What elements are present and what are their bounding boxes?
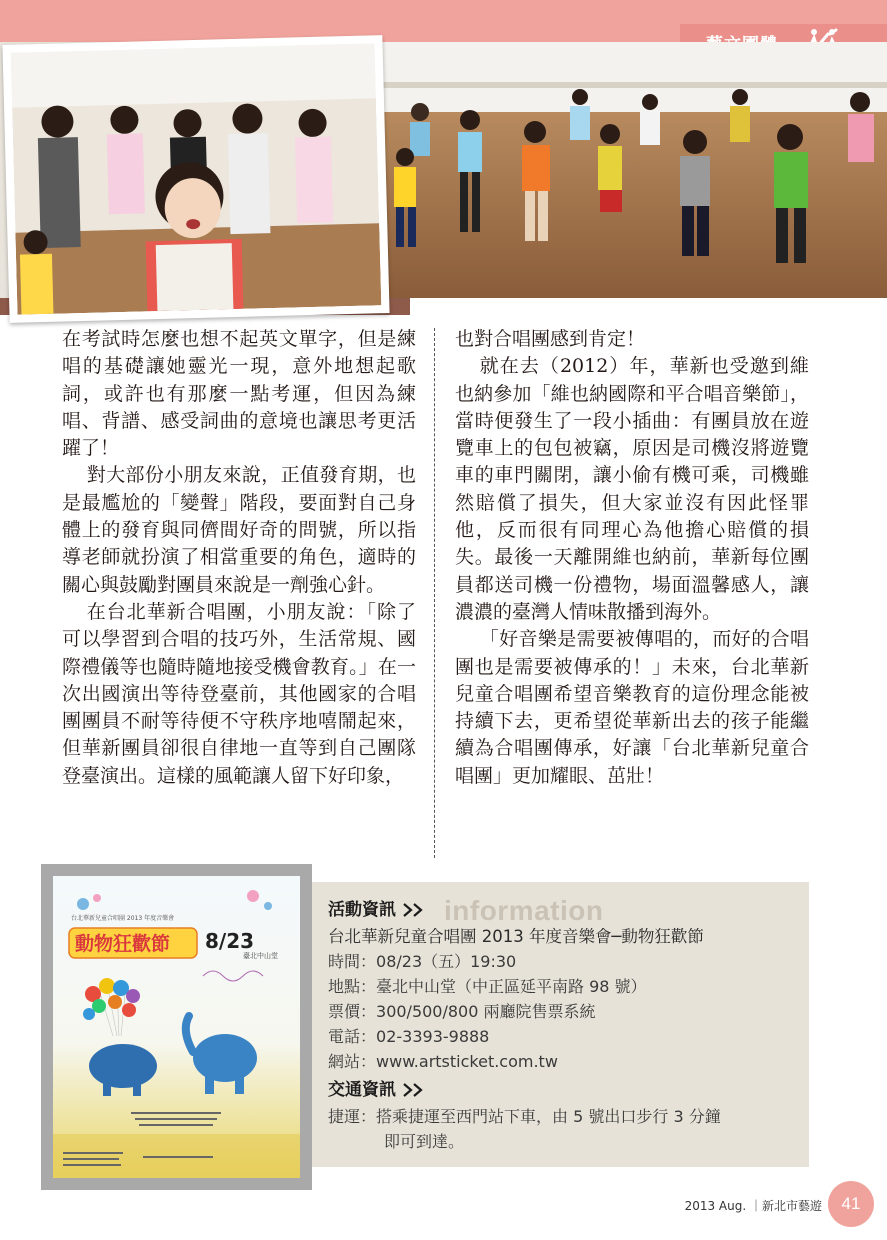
event-title: 台北華新兒童合唱團 2013 年度音樂會─動物狂歡節 (328, 927, 704, 946)
info-row-venue (328, 974, 808, 999)
article-column-2 (455, 326, 809, 790)
info-value-continued: 即可到達。 (384, 1132, 465, 1151)
info-label: 時間： (328, 952, 377, 971)
article-column-1 (62, 326, 416, 790)
info-label: 網站： (328, 1052, 377, 1071)
info-row-time (328, 949, 808, 974)
page-number: 41 (828, 1181, 874, 1227)
footer-text: 2013 Aug. ｜新北市藝遊 (684, 1199, 822, 1213)
info-label: 票價： (328, 1002, 377, 1021)
inset-photo (11, 43, 382, 314)
transport-heading-label: 交通資訊 (328, 1079, 396, 1100)
info-row-price (328, 999, 808, 1024)
poster-small-title: 台北華新兒童合唱團 2013 年度音樂會 (71, 915, 175, 922)
transport-heading (328, 1076, 808, 1104)
info-label: 捷運： (328, 1107, 377, 1126)
info-row-phone (328, 1024, 808, 1049)
activity-heading (328, 896, 808, 924)
information-label: information (444, 894, 604, 926)
info-value: 08/23（五）19:30 (376, 952, 517, 971)
double-chevron-icon (402, 1082, 430, 1098)
column-divider (434, 328, 435, 858)
poster-main-title: 動物狂歡節 (75, 933, 171, 955)
inset-photo-frame (2, 35, 389, 323)
info-label: 地點： (328, 977, 377, 996)
website-link[interactable]: www.artsticket.com.tw (376, 1052, 558, 1071)
paragraph: 在台北華新合唱團，小朋友說：「除了可以學習到合唱的技巧外，生活常規、國際禮儀等也隨時隨地接受機會教育。」在一次出國演出等待登臺前，其他國家的合唱團團員不耐等待便不守秩序地嘻鬧起來，但華新團員卻很自律地一直等到自己團隊登臺演出。這樣的風範讓人留下好印象， (62, 600, 416, 787)
double-chevron-icon (402, 902, 430, 918)
poster-date: 8/23 (205, 929, 255, 953)
info-value: 300/500/800 兩廳院售票系統 (376, 1002, 596, 1021)
info-label: 電話： (328, 1027, 377, 1046)
paragraph: 「好音樂是需要被傳唱的，而好的合唱團也是需要被傳承的！」未來，台北華新兒童合唱團希望音樂教育的這份理念能被持續下去，更希望從華新出去的孩子能繼續為合唱團傳承，好讓「台北華新兒童合唱團」更加耀眼、茁壯！ (455, 628, 809, 787)
event-poster (53, 876, 300, 1178)
paragraph: 在考試時怎麼也想不起英文單字，但是練唱的基礎讓她靈光一現，意外地想起歌詞，或許也有那麼一點考運，但因為練唱、背譜、感受詞曲的意境也讓思考更活躍了！ (62, 328, 416, 460)
info-row-website (328, 1049, 808, 1074)
info-value: 02-3393-9888 (376, 1027, 490, 1046)
event-info (328, 896, 808, 1154)
paragraph: 就在去（2012）年，華新也受邀到維也納參加「維也納國際和平合唱音樂節」，當時便發生了一段小插曲：有團員放在遊覽車上的包包被竊，原因是司機沒將遊覽車的車門關閉，讓小偷有機可乘，司機雖然賠償了損失，但大家並沒有因此怪罪他，反而很有同理心為他擔心賠償的損失。最後一天離開維也納前，華新每位團員都送司機一份禮物，場面溫馨感人，讓濃濃的臺灣人情味散播到海外。 (455, 355, 809, 623)
info-value: 臺北中山堂（中正區延平南路 98 號） (376, 977, 647, 996)
paragraph: 也對合唱團感到肯定！ (455, 328, 646, 350)
activity-heading-label: 活動資訊 (328, 899, 396, 920)
paragraph: 對大部份小朋友來說，正值發育期，也是最尷尬的「變聲」階段，要面對自己身體上的發育與同儕間好奇的問號，所以指導老師就扮演了相當重要的角色，適時的關心與鼓勵對團員來說是一劑強心針。 (62, 464, 416, 596)
poster-venue: 臺北中山堂 (243, 952, 278, 960)
info-row-mrt (328, 1104, 808, 1129)
info-value: 搭乘捷運至西門站下車，由 5 號出口步行 3 分鐘 (376, 1107, 721, 1126)
